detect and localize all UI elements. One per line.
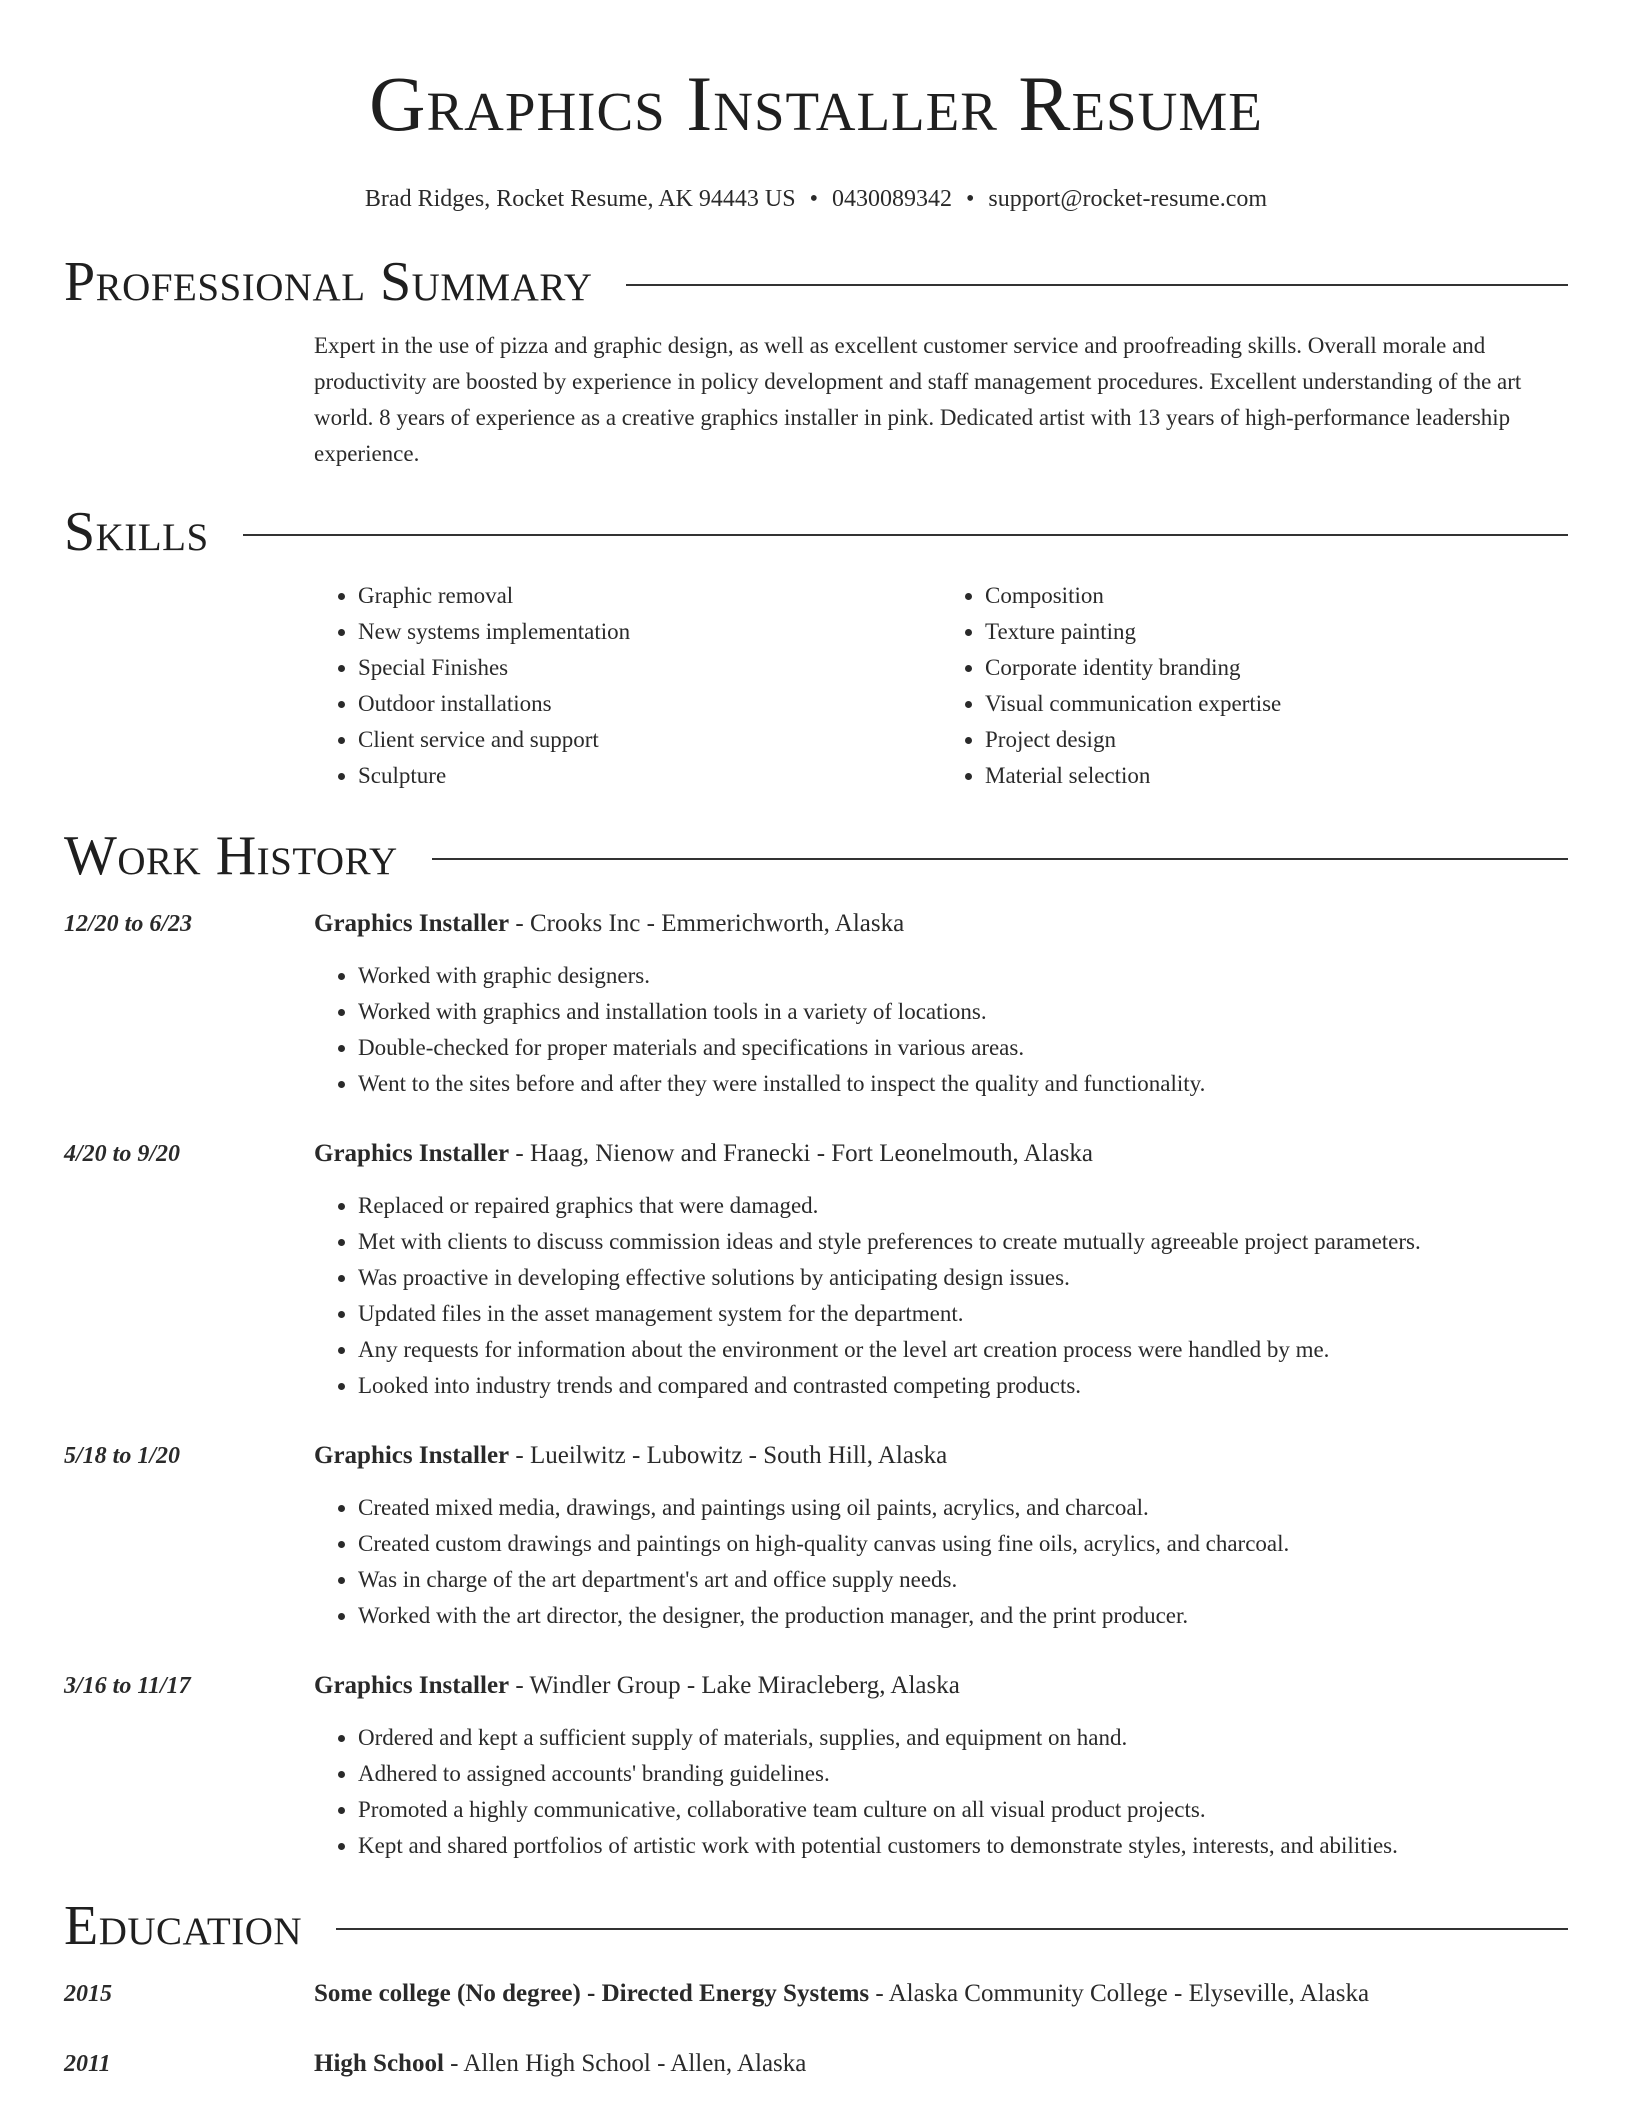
skills-list <box>314 578 1568 794</box>
job-duty: • Worked with the art director, the designer, the production manager, and the print producer. <box>358 1598 1568 1634</box>
job-date: 12/20 to 6/23 <box>64 911 193 937</box>
skill-item: • Graphic removal <box>358 578 941 614</box>
contact-address: Brad Ridges, Rocket Resume, AK 94443 US <box>364 186 796 212</box>
job-heading <box>314 1438 1568 1474</box>
skills-heading: Skills <box>64 501 209 563</box>
resume-title: Graphics Installer Resume <box>369 60 1263 147</box>
job-duty: • Went to the sites before and after they were installed to inspect the quality and functionality. <box>358 1066 1568 1102</box>
education-entry <box>64 1976 1568 2012</box>
job-title: Graphics Installer <box>314 1672 510 1699</box>
education-date: 2011 <box>64 2051 111 2077</box>
job-employer: - Crooks Inc - Emmerichworth, Alaska <box>509 910 905 937</box>
section-divider <box>626 284 1568 286</box>
education-heading: Education <box>64 1895 303 1957</box>
summary-text: Expert in the use of pizza and graphic design, as well as excellent customer service and proofreading skills. Overall morale and productivity are boosted by experience in policy development and staff management procedures. Excellent understanding of the art world. 8 years of experience as a creative graphics installer in pink. Dedicated artist with 13 years of high-performance leadership experience. <box>314 333 1522 466</box>
contact-line <box>64 184 1568 214</box>
education-heading-line <box>314 2046 1568 2082</box>
skills-section-header <box>64 500 1568 564</box>
job-heading <box>314 906 1568 942</box>
section-divider <box>432 858 1568 860</box>
job-date: 5/18 to 1/20 <box>64 1443 181 1469</box>
education-degree: High School <box>314 2050 444 2077</box>
job-duty: • Worked with graphic designers. <box>358 958 1568 994</box>
job-title: Graphics Installer <box>314 1140 510 1167</box>
job-duty: • Replaced or repaired graphics that were damaged. <box>358 1188 1568 1224</box>
education-heading-line <box>314 1976 1568 2012</box>
job-duty: • Worked with graphics and installation tools in a variety of locations. <box>358 994 1568 1030</box>
job-employer: - Windler Group - Lake Miracleberg, Alaska <box>509 1672 960 1699</box>
bullet-separator: • <box>809 186 818 212</box>
skill-item: • Material selection <box>985 758 1568 794</box>
job-duties <box>314 1490 1568 1634</box>
skill-item: • Sculpture <box>358 758 941 794</box>
job-duty: • Updated files in the asset management system for the department. <box>358 1296 1568 1332</box>
job-title: Graphics Installer <box>314 910 510 937</box>
job-entry <box>64 906 1568 1102</box>
job-title: Graphics Installer <box>314 1442 510 1469</box>
job-duty: • Created custom drawings and paintings on high-quality canvas using fine oils, acrylics, and charcoal. <box>358 1526 1568 1562</box>
summary-heading: Professional Summary <box>64 251 593 313</box>
skill-item: • Texture painting <box>985 614 1568 650</box>
job-duty: • Looked into industry trends and compared and contrasted competing products. <box>358 1368 1568 1404</box>
summary-section-header <box>64 250 1568 314</box>
education-entry <box>64 2046 1568 2082</box>
section-divider <box>336 1928 1568 1930</box>
skill-item: • Outdoor installations <box>358 686 941 722</box>
education-school: - Allen High School - Allen, Alaska <box>443 2050 807 2077</box>
job-date: 3/16 to 11/17 <box>64 1673 191 1699</box>
skill-item: • Visual communication expertise <box>985 686 1568 722</box>
skills-column-left <box>314 578 941 794</box>
job-duties <box>314 958 1568 1102</box>
job-duty: • Any requests for information about the environment or the level art creation process were handled by me. <box>358 1332 1568 1368</box>
job-duty: • Ordered and kept a sufficient supply of materials, supplies, and equipment on hand. <box>358 1720 1568 1756</box>
contact-email: support@rocket-resume.com <box>988 186 1268 212</box>
job-duty: • Double-checked for proper materials and specifications in various areas. <box>358 1030 1568 1066</box>
education-school: - Alaska Community College - Elyseville, Alaska <box>869 1980 1370 2007</box>
job-entry <box>64 1136 1568 1404</box>
skill-item: • Client service and support <box>358 722 941 758</box>
skill-item: • Project design <box>985 722 1568 758</box>
job-employer: - Lueilwitz - Lubowitz - South Hill, Alaska <box>509 1442 948 1469</box>
job-duties <box>314 1720 1568 1864</box>
education-section-header <box>64 1894 1568 1958</box>
skill-item: • Special Finishes <box>358 650 941 686</box>
job-entry <box>64 1668 1568 1864</box>
job-duty: • Was proactive in developing effective solutions by anticipating design issues. <box>358 1260 1568 1296</box>
skill-item: • New systems implementation <box>358 614 941 650</box>
job-entry <box>64 1438 1568 1634</box>
skills-column-right <box>941 578 1568 794</box>
job-heading <box>314 1136 1568 1172</box>
job-duty: • Promoted a highly communicative, collaborative team culture on all visual product projects. <box>358 1792 1568 1828</box>
work-section-header <box>64 824 1568 888</box>
bullet-separator: • <box>965 186 975 212</box>
skill-item: • Corporate identity branding <box>985 650 1568 686</box>
job-employer: - Haag, Nienow and Franecki - Fort Leonelmouth, Alaska <box>509 1140 1094 1167</box>
contact-phone: 0430089342 <box>831 186 952 212</box>
education-degree: Some college (No degree) - Directed Energy Systems <box>314 1980 870 2007</box>
job-duty: • Kept and shared portfolios of artistic work with potential customers to demonstrate styles, interests, and abilities. <box>358 1828 1568 1864</box>
section-divider <box>243 534 1568 536</box>
job-duty: • Met with clients to discuss commission ideas and style preferences to create mutually agreeable project parameters. <box>358 1224 1568 1260</box>
skill-item: • Composition <box>985 578 1568 614</box>
job-duty: • Was in charge of the art department's art and office supply needs. <box>358 1562 1568 1598</box>
job-duty: • Created mixed media, drawings, and paintings using oil paints, acrylics, and charcoal. <box>358 1490 1568 1526</box>
job-duties <box>314 1188 1568 1404</box>
work-heading: Work History <box>64 825 398 887</box>
education-date: 2015 <box>64 1981 112 2007</box>
job-date: 4/20 to 9/20 <box>64 1141 181 1167</box>
job-heading <box>314 1668 1568 1704</box>
job-duty: • Adhered to assigned accounts' branding guidelines. <box>358 1756 1568 1792</box>
